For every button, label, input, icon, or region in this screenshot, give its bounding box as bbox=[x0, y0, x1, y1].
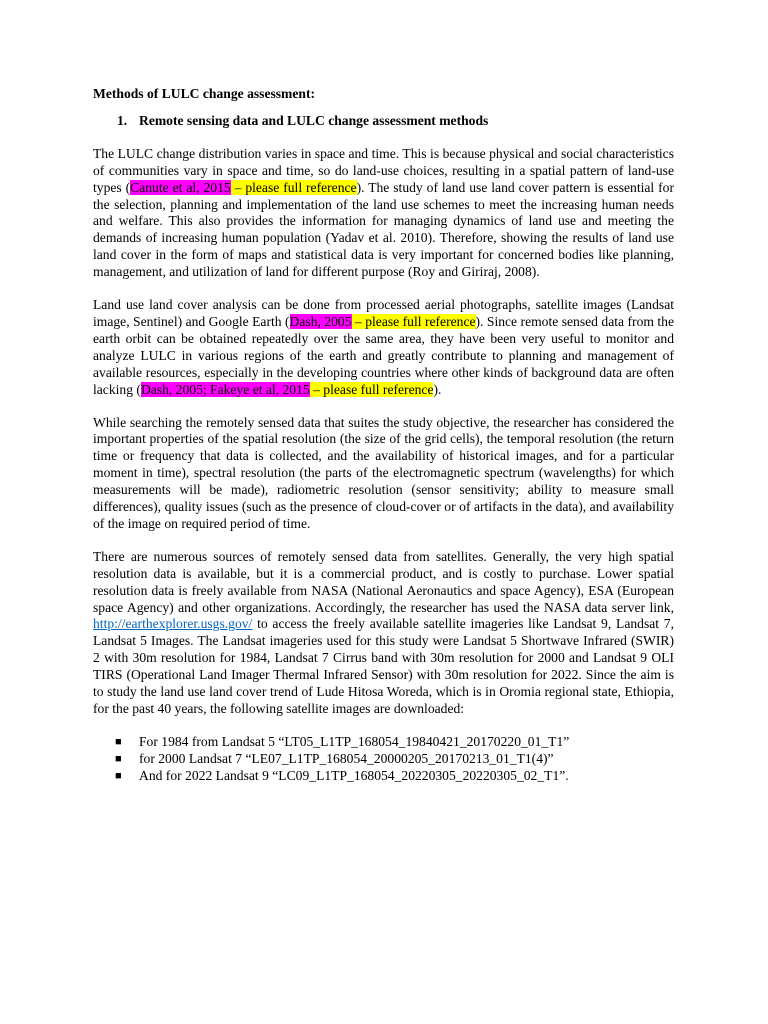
list-item bbox=[115, 734, 674, 751]
paragraph-text: Land use land cover analysis can be done from processed aerial photographs, satellite images (Landsat image, Sentinel) and Google Earth ( bbox=[93, 297, 674, 329]
paragraph-text: There are numerous sources of remotely sensed data from satellites. Generally, the very high spatial resolution data is available, but it is a commercial product, and is costly to purchase. Lower spatial resolution data is freely available from NASA (National Aeronautics and space Agency), ESA (European space Agency) and other organizations. Accordingly, the researcher has used the NASA data server link, bbox=[93, 548, 674, 615]
paragraph-lulc-distribution bbox=[93, 146, 674, 281]
reviewer-note-highlight: – please full reference bbox=[309, 381, 434, 397]
list-item-text: For 1984 from Landsat 5 “LT05_L1TP_168054_19840421_20170220_01_T1” bbox=[139, 733, 570, 749]
earthexplorer-link[interactable]: http://earthexplorer.usgs.gov/ bbox=[93, 616, 253, 632]
paragraph-data-properties: While searching the remotely sensed data that suites the study objective, the researcher has considered the important properties of the spatial resolution (the size of the grid cells), the temporal resolution (the return time or frequency that data is collected, and the availability of historical images, and for a particular moment in time), spectral resolution (the parts of the electromagnetic spectrum (wavelengths) for which measurements will be made), radiometric resolution (sensor sensitivity; ability to measure small differences), quality issues (such as the presence of cloud-cover or of artifacts in the data), and availability of the image on required period of time. bbox=[93, 414, 674, 531]
satellite-image-list bbox=[93, 734, 674, 785]
paragraph-data-sources bbox=[93, 549, 674, 718]
subsection-title: Remote sensing data and LULC change assessment methods bbox=[139, 112, 489, 128]
paragraph-text: to access the freely available satellite imageries like Landsat 9, Landsat 7, Landsat 5 Images. The Landsat imageries used for this study were Landsat 5 Shortwave Infrared (SWIR) 2 with 30m resolution for 1984, Landsat 7 Cirrus band with 30m resolution for 2000 and Landsat 9 OLI TIRS (Operational Land Imager Thermal Infrared Sensor) with 30m resolution for 2022. Since the aim is to study the land use land cover trend of Lude Hitosa Woreda, which is in Oromia regional state, Ethiopia, for the past 40 years, the following satellite images are downloaded: bbox=[93, 616, 674, 716]
list-item bbox=[115, 751, 674, 768]
square-bullet-icon: ■ bbox=[115, 769, 122, 782]
paragraph-lulc-analysis bbox=[93, 297, 674, 398]
citation-highlight: Dash, 2005; Fakeye et al, 2015 bbox=[140, 381, 310, 397]
list-item-text: And for 2022 Landsat 9 “LC09_L1TP_168054_20220305_20220305_02_T1”. bbox=[139, 767, 569, 783]
paragraph-text: The LULC change distribution varies in space and time. This is because physical and social characteristics of communities vary in space and time, so do land-use choices, resulting in a spatial pattern of land-use types ( bbox=[93, 145, 674, 195]
list-item-text: for 2000 Landsat 7 “LE07_L1TP_168054_20000205_20170213_01_T1(4)” bbox=[139, 750, 554, 766]
reviewer-note-highlight: – please full reference bbox=[351, 313, 476, 329]
citation-highlight: Canute et al, 2015 bbox=[130, 179, 231, 195]
subsection-number: 1. bbox=[117, 112, 128, 128]
square-bullet-icon: ■ bbox=[115, 735, 122, 748]
paragraph-text: ). Since remote sensed data from the earth orbit can be obtained repeatedly over the same area, they have been very useful to monitor and analyze LULC in various regions of the earth and greatly contribute to planning and management of available resources, especially in the developing countries where other kinds of background data are often lacking ( bbox=[93, 313, 674, 397]
section-heading: Methods of LULC change assessment: bbox=[93, 86, 316, 101]
paragraph-text: ). bbox=[433, 381, 442, 397]
list-item bbox=[115, 768, 674, 785]
reviewer-note-highlight: – please full reference bbox=[230, 179, 357, 195]
square-bullet-icon: ■ bbox=[115, 752, 122, 765]
document-page bbox=[93, 86, 674, 785]
subsection-heading bbox=[117, 113, 674, 130]
paragraph-text: ). The study of land use land cover pattern is essential for the selection, planning and implementation of the land use schemes to meet the increasing human needs and welfare. This also provides the information for managing dynamics of land use and meeting the demands of increasing human population (Yadav et al. 2010). Therefore, showing the results of land use land cover in the form of maps and statistical data is very important for concerned bodies like planning, management, and utilization of land for different purpose (Roy and Giriraj, 2008). bbox=[93, 179, 674, 280]
citation-highlight: Dash, 2005 bbox=[289, 313, 352, 329]
